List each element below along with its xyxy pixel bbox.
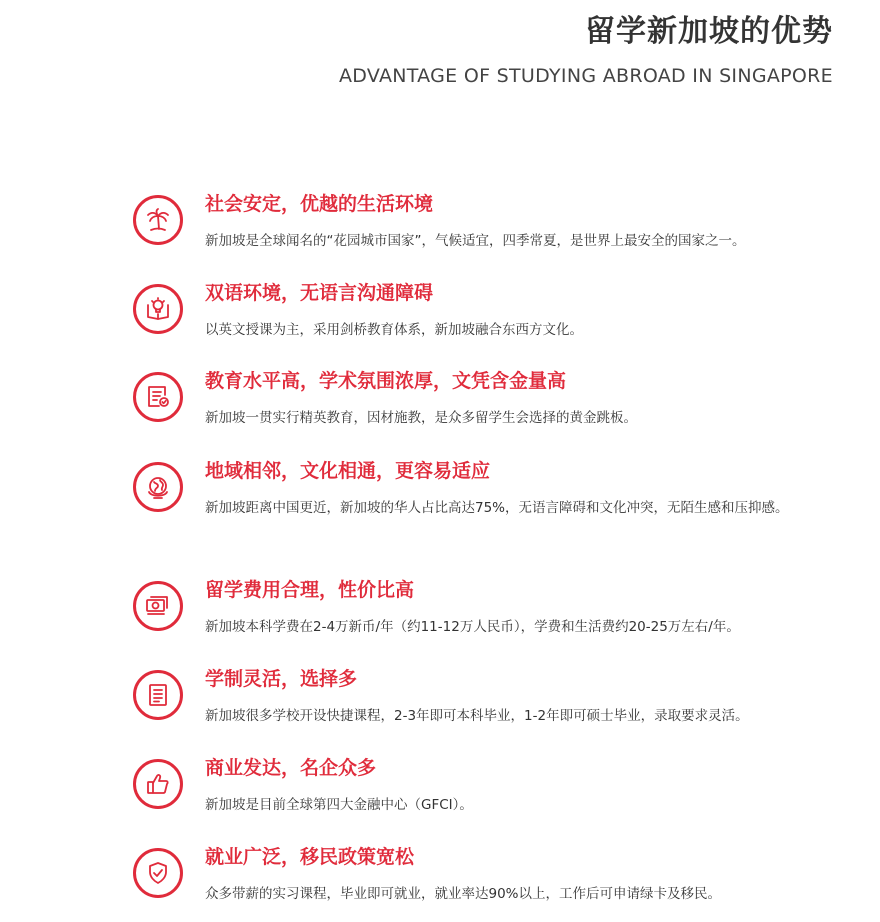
- advantage-description: 新加坡很多学校开设快捷课程，2-3年即可本科毕业，1-2年即可硕士毕业，录取要求灵活。: [205, 708, 749, 724]
- advantage-description: 众多带薪的实习课程，毕业即可就业，就业率达90%以上，工作后可申请绿卡及移民。: [205, 886, 722, 902]
- advantage-description: 以英文授课为主，采用剑桥教育体系，新加坡融合东西方文化。: [205, 322, 583, 338]
- shield-check-icon: [133, 848, 183, 898]
- page-header: [339, 12, 833, 88]
- money-icon: [133, 581, 183, 631]
- advantage-title: 地域相邻，文化相通，更容易适应: [205, 460, 491, 482]
- document-icon: [133, 670, 183, 720]
- advantage-description: 新加坡一贯实行精英教育，因材施教，是众多留学生会选择的黄金跳板。: [205, 410, 637, 426]
- advantage-title: 商业发达，名企众多: [205, 757, 377, 779]
- advantage-description: 新加坡是目前全球第四大金融中心（GFCI）。: [205, 797, 473, 813]
- thumbs-up-icon: [133, 759, 183, 809]
- advantage-title: 就业广泛，移民政策宽松: [205, 846, 415, 868]
- palm-tree-icon: [133, 195, 183, 245]
- open-book-bulb-icon: [133, 284, 183, 334]
- advantage-description: 新加坡是全球闻名的“花园城市国家”，气候适宜，四季常夏，是世界上最安全的国家之一。: [205, 233, 746, 249]
- advantage-title: 教育水平高，学术氛围浓厚，文凭含金量高: [205, 370, 567, 392]
- globe-icon: [133, 462, 183, 512]
- advantage-title: 留学费用合理，性价比高: [205, 579, 415, 601]
- advantage-description: 新加坡本科学费在2-4万新币/年（约11-12万人民币），学费和生活费约20-25万左右/年。: [205, 619, 740, 635]
- advantage-title: 双语环境，无语言沟通障碍: [205, 282, 434, 304]
- certificate-icon: [133, 372, 183, 422]
- advantage-title: 学制灵活，选择多: [205, 668, 358, 690]
- advantage-title: 社会安定，优越的生活环境: [205, 193, 434, 215]
- advantage-description: 新加坡距离中国更近，新加坡的华人占比高达75%，无语言障碍和文化冲突，无陌生感和压抑感。: [205, 500, 789, 516]
- page-title: 留学新加坡的优势: [585, 14, 833, 49]
- page-subtitle: ADVANTAGE OF STUDYING ABROAD IN SINGAPORE: [338, 65, 833, 87]
